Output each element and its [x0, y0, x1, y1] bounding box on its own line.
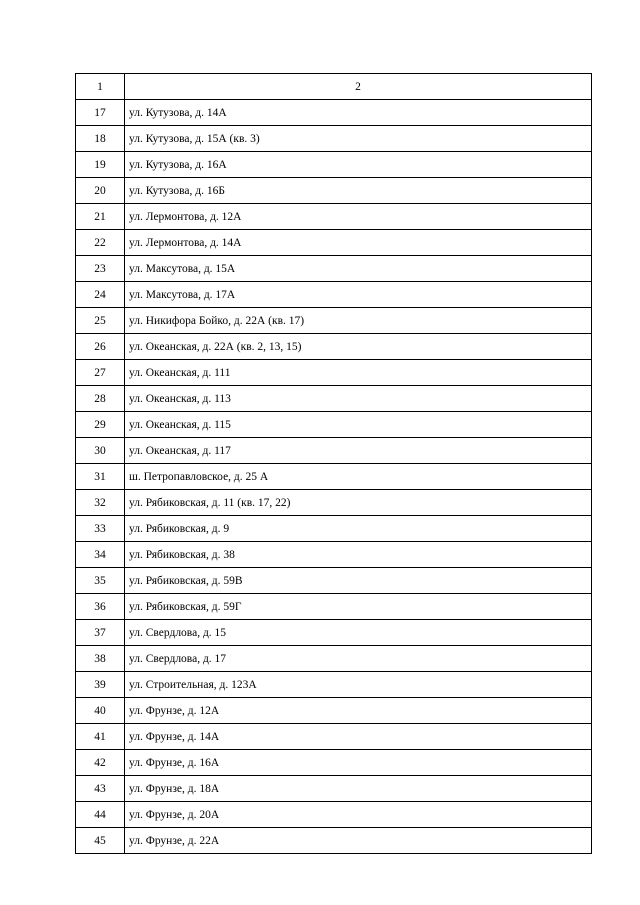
row-address: ул. Кутузова, д. 16Б	[125, 178, 592, 204]
row-number: 29	[76, 412, 125, 438]
row-address: ул. Рябиковская, д. 38	[125, 542, 592, 568]
table-header-row	[76, 74, 592, 100]
table-body	[76, 100, 592, 854]
table-row	[76, 490, 592, 516]
table-row	[76, 360, 592, 386]
row-number: 44	[76, 802, 125, 828]
table-row	[76, 412, 592, 438]
table-row	[76, 464, 592, 490]
row-number: 35	[76, 568, 125, 594]
row-address: ул. Рябиковская, д. 9	[125, 516, 592, 542]
row-address: ул. Рябиковская, д. 59В	[125, 568, 592, 594]
row-address: ул. Кутузова, д. 14А	[125, 100, 592, 126]
row-number: 20	[76, 178, 125, 204]
row-address: ул. Рябиковская, д. 59Г	[125, 594, 592, 620]
row-address: ул. Фрунзе, д. 20А	[125, 802, 592, 828]
row-number: 34	[76, 542, 125, 568]
row-number: 22	[76, 230, 125, 256]
row-address: ул. Океанская, д. 22А (кв. 2, 13, 15)	[125, 334, 592, 360]
row-number: 21	[76, 204, 125, 230]
row-address: ул. Кутузова, д. 16А	[125, 152, 592, 178]
row-address: ул. Океанская, д. 111	[125, 360, 592, 386]
table-row	[76, 516, 592, 542]
table-row	[76, 568, 592, 594]
table-row	[76, 802, 592, 828]
row-number: 28	[76, 386, 125, 412]
row-address: ул. Фрунзе, д. 12А	[125, 698, 592, 724]
table-row	[76, 100, 592, 126]
table-row	[76, 750, 592, 776]
row-number: 23	[76, 256, 125, 282]
table-row	[76, 594, 592, 620]
row-address: ул. Свердлова, д. 15	[125, 620, 592, 646]
table-row	[76, 386, 592, 412]
table-row	[76, 698, 592, 724]
table-row	[76, 126, 592, 152]
row-number: 17	[76, 100, 125, 126]
row-number: 36	[76, 594, 125, 620]
row-number: 40	[76, 698, 125, 724]
table-row	[76, 724, 592, 750]
row-number: 33	[76, 516, 125, 542]
row-address: ул. Фрунзе, д. 22А	[125, 828, 592, 854]
row-address: ул. Фрунзе, д. 16А	[125, 750, 592, 776]
column-header-number: 1	[76, 74, 125, 100]
row-number: 32	[76, 490, 125, 516]
table-row	[76, 256, 592, 282]
row-number: 19	[76, 152, 125, 178]
table-row	[76, 776, 592, 802]
row-number: 27	[76, 360, 125, 386]
row-number: 31	[76, 464, 125, 490]
row-number: 39	[76, 672, 125, 698]
row-address: ул. Кутузова, д. 15А (кв. 3)	[125, 126, 592, 152]
table-row	[76, 672, 592, 698]
row-address: ул. Строительная, д. 123А	[125, 672, 592, 698]
table-row	[76, 542, 592, 568]
address-table	[75, 73, 592, 854]
row-address: ул. Океанская, д. 115	[125, 412, 592, 438]
row-address: ул. Фрунзе, д. 18А	[125, 776, 592, 802]
table-row	[76, 646, 592, 672]
row-number: 26	[76, 334, 125, 360]
table-row	[76, 178, 592, 204]
row-number: 42	[76, 750, 125, 776]
row-address: ул. Лермонтова, д. 14А	[125, 230, 592, 256]
row-address: ул. Рябиковская, д. 11 (кв. 17, 22)	[125, 490, 592, 516]
row-address: ул. Фрунзе, д. 14А	[125, 724, 592, 750]
column-header-address: 2	[125, 74, 592, 100]
row-number: 25	[76, 308, 125, 334]
row-number: 24	[76, 282, 125, 308]
table-row	[76, 204, 592, 230]
row-address: ул. Океанская, д. 113	[125, 386, 592, 412]
row-address: ул. Никифора Бойко, д. 22А (кв. 17)	[125, 308, 592, 334]
row-address: ш. Петропавловское, д. 25 А	[125, 464, 592, 490]
row-number: 37	[76, 620, 125, 646]
table-row	[76, 438, 592, 464]
table-row	[76, 282, 592, 308]
row-address: ул. Максутова, д. 15А	[125, 256, 592, 282]
row-number: 30	[76, 438, 125, 464]
table-row	[76, 230, 592, 256]
table-row	[76, 828, 592, 854]
table-row	[76, 152, 592, 178]
table-row	[76, 308, 592, 334]
row-address: ул. Лермонтова, д. 12А	[125, 204, 592, 230]
row-address: ул. Максутова, д. 17А	[125, 282, 592, 308]
row-number: 41	[76, 724, 125, 750]
row-number: 38	[76, 646, 125, 672]
row-number: 43	[76, 776, 125, 802]
row-address: ул. Океанская, д. 117	[125, 438, 592, 464]
table-row	[76, 620, 592, 646]
row-number: 45	[76, 828, 125, 854]
row-number: 18	[76, 126, 125, 152]
table-row	[76, 334, 592, 360]
row-address: ул. Свердлова, д. 17	[125, 646, 592, 672]
